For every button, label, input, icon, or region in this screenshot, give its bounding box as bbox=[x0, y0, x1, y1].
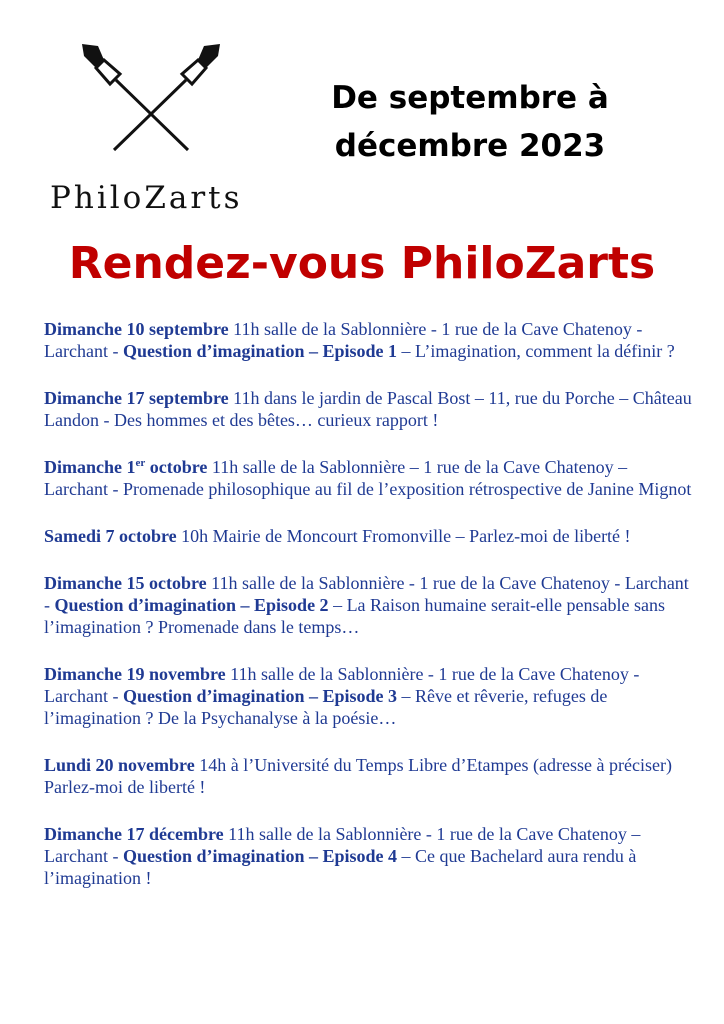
date-range-line-2: décembre 2023 bbox=[334, 128, 606, 164]
event-info: 11h dans le jardin de Pascal Bost – 11, rue du Porche – Château Landon - Des hommes et des bêtes… curieux rapport ! bbox=[44, 388, 692, 430]
event-date-part: octobre bbox=[145, 457, 208, 477]
event-desc: – L’imagination, comment la définir ? bbox=[397, 341, 675, 361]
event-item bbox=[44, 387, 694, 431]
event-info: 11h salle de la Sablonnière - 1 rue de la Cave Chatenoy - Larchant - bbox=[44, 573, 689, 615]
date-range-line-1: De septembre à bbox=[331, 80, 609, 116]
event-item bbox=[44, 663, 694, 729]
event-item bbox=[44, 318, 694, 362]
event-item bbox=[44, 572, 694, 638]
event-date: Dimanche 15 octobre bbox=[44, 573, 207, 593]
event-date: Dimanche 17 septembre bbox=[44, 388, 229, 408]
event-info: 11h salle de la Sablonnière - 1 rue de la Cave Chatenoy - Larchant - bbox=[44, 319, 643, 361]
event-date-sup: er bbox=[135, 457, 146, 469]
philozarts-logo bbox=[40, 40, 280, 220]
event-info: 11h salle de la Sablonnière – 1 rue de la Cave Chatenoy – Larchant - Promenade philosophique au fil de l’exposition rétrospective de Janine Mignot bbox=[44, 457, 692, 499]
event-info: 11h salle de la Sablonnière - 1 rue de la Cave Chatenoy - Larchant - bbox=[44, 664, 640, 706]
event-item bbox=[44, 823, 694, 889]
page-title: Rendez-vous PhiloZarts bbox=[68, 238, 656, 289]
event-desc: – Rêve et rêverie, refuges de l’imagination ? De la Psychanalyse à la poésie… bbox=[44, 686, 608, 728]
event-item bbox=[44, 754, 694, 798]
event-theme: Question d’imagination – Episode 2 bbox=[54, 595, 329, 615]
event-date: Samedi 7 octobre bbox=[44, 526, 177, 546]
event-date bbox=[44, 457, 207, 477]
event-date: Dimanche 10 septembre bbox=[44, 319, 229, 339]
event-desc: – Ce que Bachelard aura rendu à l’imagination ! bbox=[44, 846, 637, 888]
event-item bbox=[44, 525, 694, 547]
event-date: Lundi 20 novembre bbox=[44, 755, 195, 775]
event-item bbox=[44, 456, 694, 500]
logo-text: PhiloZarts bbox=[50, 180, 243, 216]
date-range bbox=[300, 74, 640, 170]
event-info: 14h à l’Université du Temps Libre d’Etampes (adresse à préciser) Parlez-moi de liberté ! bbox=[44, 755, 672, 797]
event-theme: Question d’imagination – Episode 3 bbox=[122, 686, 398, 706]
event-info: 11h salle de la Sablonnière - 1 rue de la Cave Chatenoy – Larchant - bbox=[44, 824, 641, 866]
event-list bbox=[44, 318, 694, 914]
event-date: Dimanche 17 décembre bbox=[44, 824, 224, 844]
event-date: Dimanche 19 novembre bbox=[44, 664, 226, 684]
event-theme: Question d’imagination – Episode 4 bbox=[122, 846, 398, 866]
event-info: 10h Mairie de Moncourt Fromonville – Parlez-moi de liberté ! bbox=[176, 526, 631, 546]
event-date-part: Dimanche 1 bbox=[44, 457, 136, 477]
event-desc: – La Raison humaine serait-elle pensable sans l’imagination ? Promenade dans le temps… bbox=[44, 595, 665, 637]
crossed-brushes-icon bbox=[76, 40, 226, 160]
event-theme: Question d’imagination – Episode 1 bbox=[122, 341, 398, 361]
